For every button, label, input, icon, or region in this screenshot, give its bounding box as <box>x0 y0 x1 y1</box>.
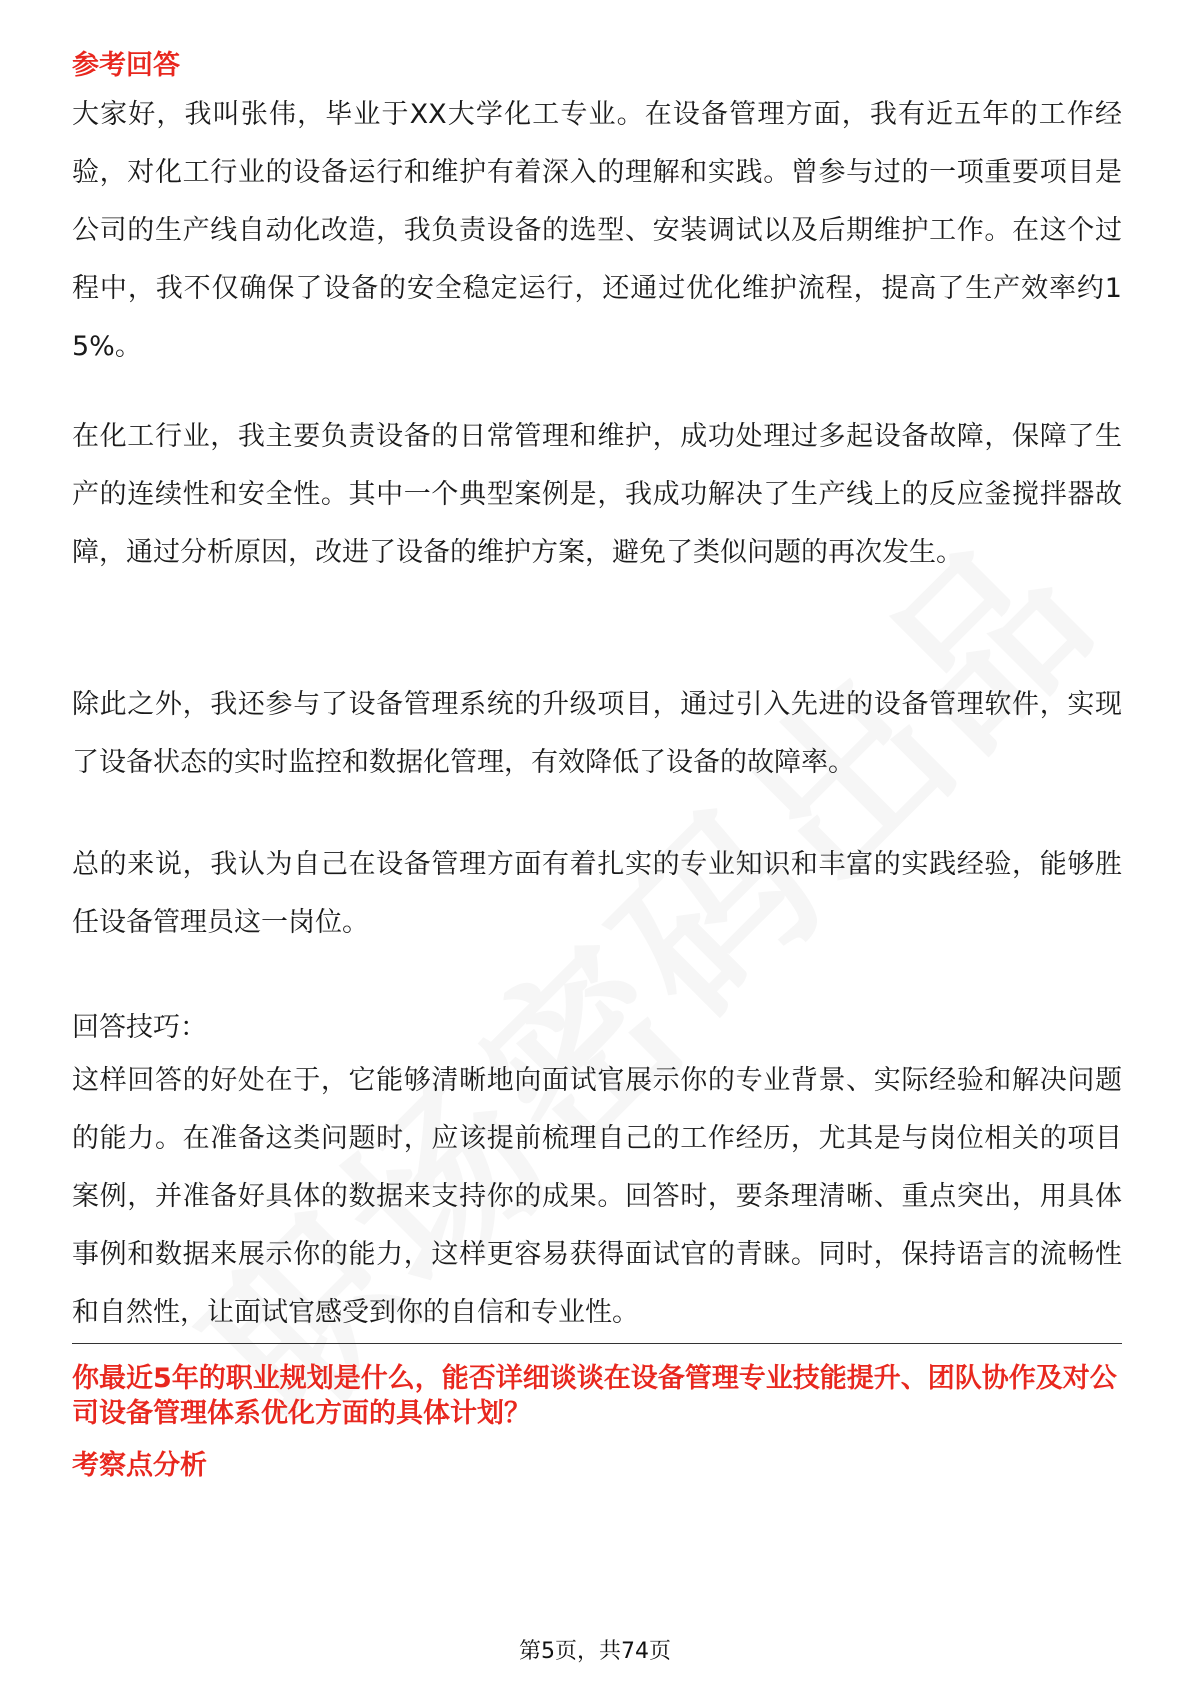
tips-paragraph: 这样回答的好处在于，它能够清晰地向面试官展示你的专业背景、实际经验和解决问题的能力。在准备这类问题时，应该提前梳理自己的工作经历，尤其是与岗位相关的项目案例，并准备好具体的数据来支持你的成果。回答时，要条理清晰、重点突出，用具体事例和数据来展示你的能力，这样更容易获得面试官的青睐。同时，保持语言的流畅性和自然性，让面试官感受到你的自信和专业性。 <box>72 1065 1122 1328</box>
answer-paragraph-3: 除此之外，我还参与了设备管理系统的升级项目，通过引入先进的设备管理软件，实现了设备状态的实时监控和数据化管理，有效降低了设备的故障率。 <box>72 689 1122 778</box>
tips-label: 回答技巧： <box>72 1012 207 1043</box>
answer-paragraph-2: 在化工行业，我主要负责设备的日常管理和维护，成功处理过多起设备故障，保障了生产的连续性和安全性。其中一个典型案例是，我成功解决了生产线上的反应釜搅拌器故障，通过分析原因，改进了设备的维护方案，避免了类似问题的再次发生。 <box>72 421 1122 568</box>
analysis-heading: 考察点分析 <box>72 1450 207 1481</box>
answer-paragraph-1: 大家好，我叫张伟，毕业于XX大学化工专业。在设备管理方面，我有近五年的工作经验，对化工行业的设备运行和维护有着深入的理解和实践。曾参与过的一项重要项目是公司的生产线自动化改造，我负责设备的选型、安装调试以及后期维护工作。在这个过程中，我不仅确保了设备的安全稳定运行，还通过优化维护流程，提高了生产效率约15%。 <box>72 99 1122 362</box>
answer-heading: 参考回答 <box>72 50 180 81</box>
section-divider <box>72 1343 1122 1344</box>
page-number: 第5页，共74页 <box>519 1639 671 1664</box>
next-question: 你最近5年的职业规划是什么，能否详细谈谈在设备管理专业技能提升、团队协作及对公司设备管理体系优化方面的具体计划？ <box>72 1363 1117 1429</box>
answer-paragraph-4: 总的来说，我认为自己在设备管理方面有着扎实的专业知识和丰富的实践经验，能够胜任设备管理员这一岗位。 <box>72 849 1122 938</box>
